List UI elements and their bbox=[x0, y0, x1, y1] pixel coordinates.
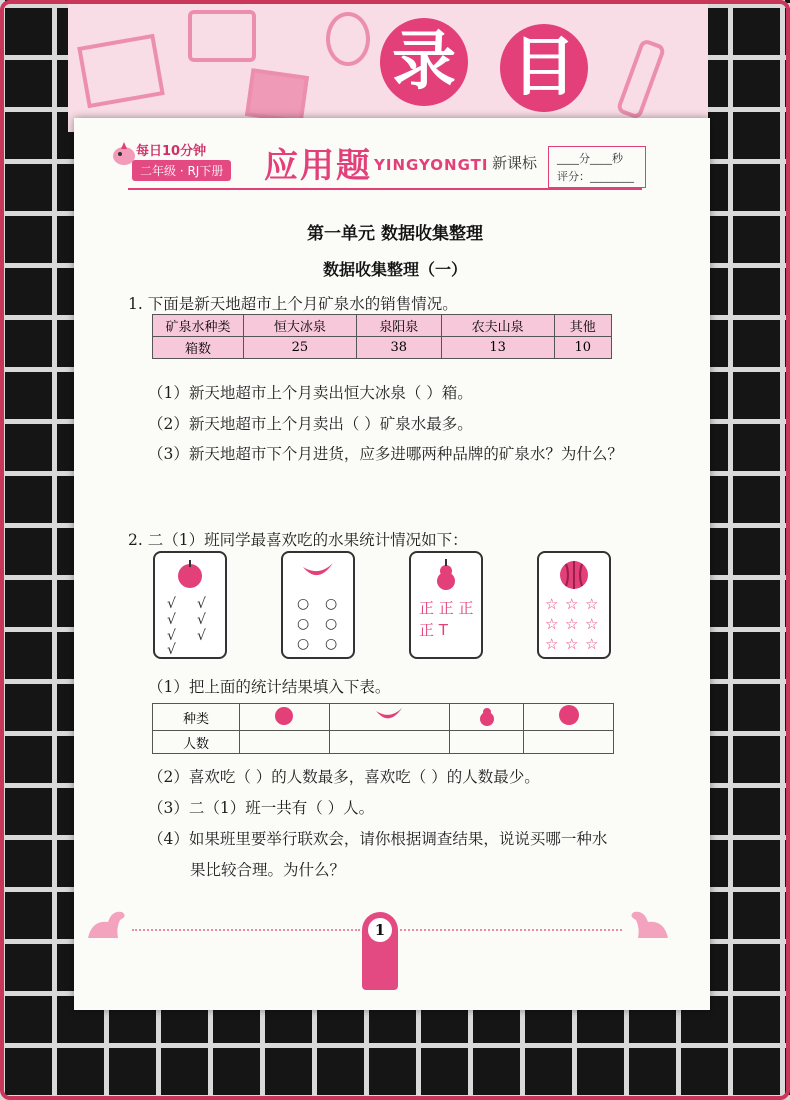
question-1-stem: 1. 下面是新天地超市上个月矿泉水的销售情况。 bbox=[128, 295, 458, 313]
question-2-part-4: （4）如果班里要举行联欢会，请你根据调查结果，说说买哪一种水 bbox=[148, 830, 608, 848]
time-field[interactable]: ____分____秒 bbox=[557, 152, 623, 165]
table-cell: 农夫山泉 bbox=[441, 315, 554, 337]
table-header-cell: 矿泉水种类 bbox=[153, 315, 244, 337]
question-2-part-4-cont: 果比较合理。为什么？ bbox=[190, 861, 346, 879]
apple-icon bbox=[175, 559, 205, 589]
watermelon-card: ☆ ☆ ☆ ☆ ☆ ☆ ☆ ☆ ☆ bbox=[537, 551, 611, 659]
marker-icon bbox=[615, 38, 666, 120]
table-row bbox=[153, 315, 612, 337]
eraser-icon bbox=[245, 68, 309, 124]
question-1-part-2: （2）新天地超市上个月卖出（ ）矿泉水最多。 bbox=[148, 415, 473, 433]
table-row bbox=[153, 337, 612, 359]
table-cell: 其他 bbox=[554, 315, 611, 337]
table-row bbox=[153, 731, 614, 754]
pencil-case-icon bbox=[188, 10, 256, 62]
question-2-part-2: （2）喜欢吃（ ）的人数最多，喜欢吃（ ）的人数最少。 bbox=[148, 768, 540, 786]
question-2-part-1: （1）把上面的统计结果填入下表。 bbox=[148, 678, 391, 696]
table-row bbox=[153, 704, 614, 731]
table-cell: 13 bbox=[441, 337, 554, 359]
banana-icon bbox=[301, 559, 335, 583]
book-title-pinyin: YINGYONGTI bbox=[374, 156, 489, 174]
table-cell: 10 bbox=[554, 337, 611, 359]
pear-icon bbox=[434, 559, 458, 591]
apple-icon bbox=[273, 704, 295, 726]
score-box bbox=[548, 146, 646, 188]
lightbulb-icon bbox=[326, 12, 370, 66]
footer-dotted-line-left bbox=[132, 929, 360, 931]
table-header-cell: 箱数 bbox=[153, 337, 244, 359]
pear-card bbox=[409, 551, 483, 659]
score-field[interactable]: 评分：________ bbox=[557, 170, 634, 183]
cover-banner bbox=[68, 0, 708, 132]
answer-cell[interactable] bbox=[450, 731, 524, 754]
answer-cell[interactable] bbox=[240, 731, 330, 754]
series-logo: 每日10分钟 bbox=[136, 144, 207, 159]
table-header-cell: 种类 bbox=[153, 704, 240, 731]
grade-badge: 二年级 · RJ下册 bbox=[132, 160, 231, 181]
question-1-part-1: （1）新天地超市上个月卖出恒大冰泉（ ）箱。 bbox=[148, 384, 473, 402]
book-icon bbox=[77, 34, 165, 109]
table-cell bbox=[524, 704, 614, 731]
dinosaur-right-icon bbox=[626, 906, 672, 942]
table-cell: 25 bbox=[244, 337, 357, 359]
page-number-tab bbox=[362, 912, 398, 990]
table-header-cell: 人数 bbox=[153, 731, 240, 754]
apple-card: √ √ √ √ √ √ √ bbox=[153, 551, 227, 659]
curriculum-label: 新课标 bbox=[492, 154, 538, 172]
answer-cell[interactable] bbox=[329, 731, 450, 754]
answer-cell[interactable] bbox=[524, 731, 614, 754]
table-cell bbox=[329, 704, 450, 731]
banana-card: ○ ○ ○ ○ ○ ○ bbox=[281, 551, 355, 659]
footer-dotted-line-right bbox=[400, 929, 622, 931]
section-title: 数据收集整理（一） bbox=[322, 260, 467, 279]
page-header bbox=[74, 134, 710, 194]
watermelon-icon bbox=[558, 704, 580, 726]
pear-icon bbox=[478, 704, 496, 726]
table-cell bbox=[240, 704, 330, 731]
banner-character-2: 目 bbox=[500, 24, 588, 112]
fruit-count-table bbox=[152, 703, 614, 754]
question-2-stem: 2. 二（1）班同学最喜欢吃的水果统计情况如下： bbox=[128, 531, 468, 549]
watermelon-icon bbox=[558, 559, 590, 591]
table-cell bbox=[450, 704, 524, 731]
tally-row-2: 正 T bbox=[419, 621, 448, 639]
question-1-part-3: （3）新天地超市下个月进货，应多进哪两种品牌的矿泉水？为什么？ bbox=[148, 445, 623, 463]
page-number: 1 bbox=[368, 918, 392, 942]
table-cell: 泉阳泉 bbox=[356, 315, 441, 337]
fruit-survey-cards bbox=[0, 551, 790, 661]
header-divider bbox=[128, 188, 642, 190]
dinosaur-left-icon bbox=[84, 906, 130, 942]
banner-character-1: 录 bbox=[380, 18, 468, 106]
book-title: 应用题 bbox=[264, 146, 372, 186]
banana-icon bbox=[374, 705, 404, 725]
table-cell: 38 bbox=[356, 337, 441, 359]
unit-title: 第一单元 数据收集整理 bbox=[307, 224, 483, 244]
question-2-part-3: （3）二（1）班一共有（ ）人。 bbox=[148, 799, 375, 817]
water-sales-table bbox=[152, 314, 612, 359]
table-cell: 恒大冰泉 bbox=[244, 315, 357, 337]
tally-row-1: 正 正 正 bbox=[419, 599, 474, 617]
